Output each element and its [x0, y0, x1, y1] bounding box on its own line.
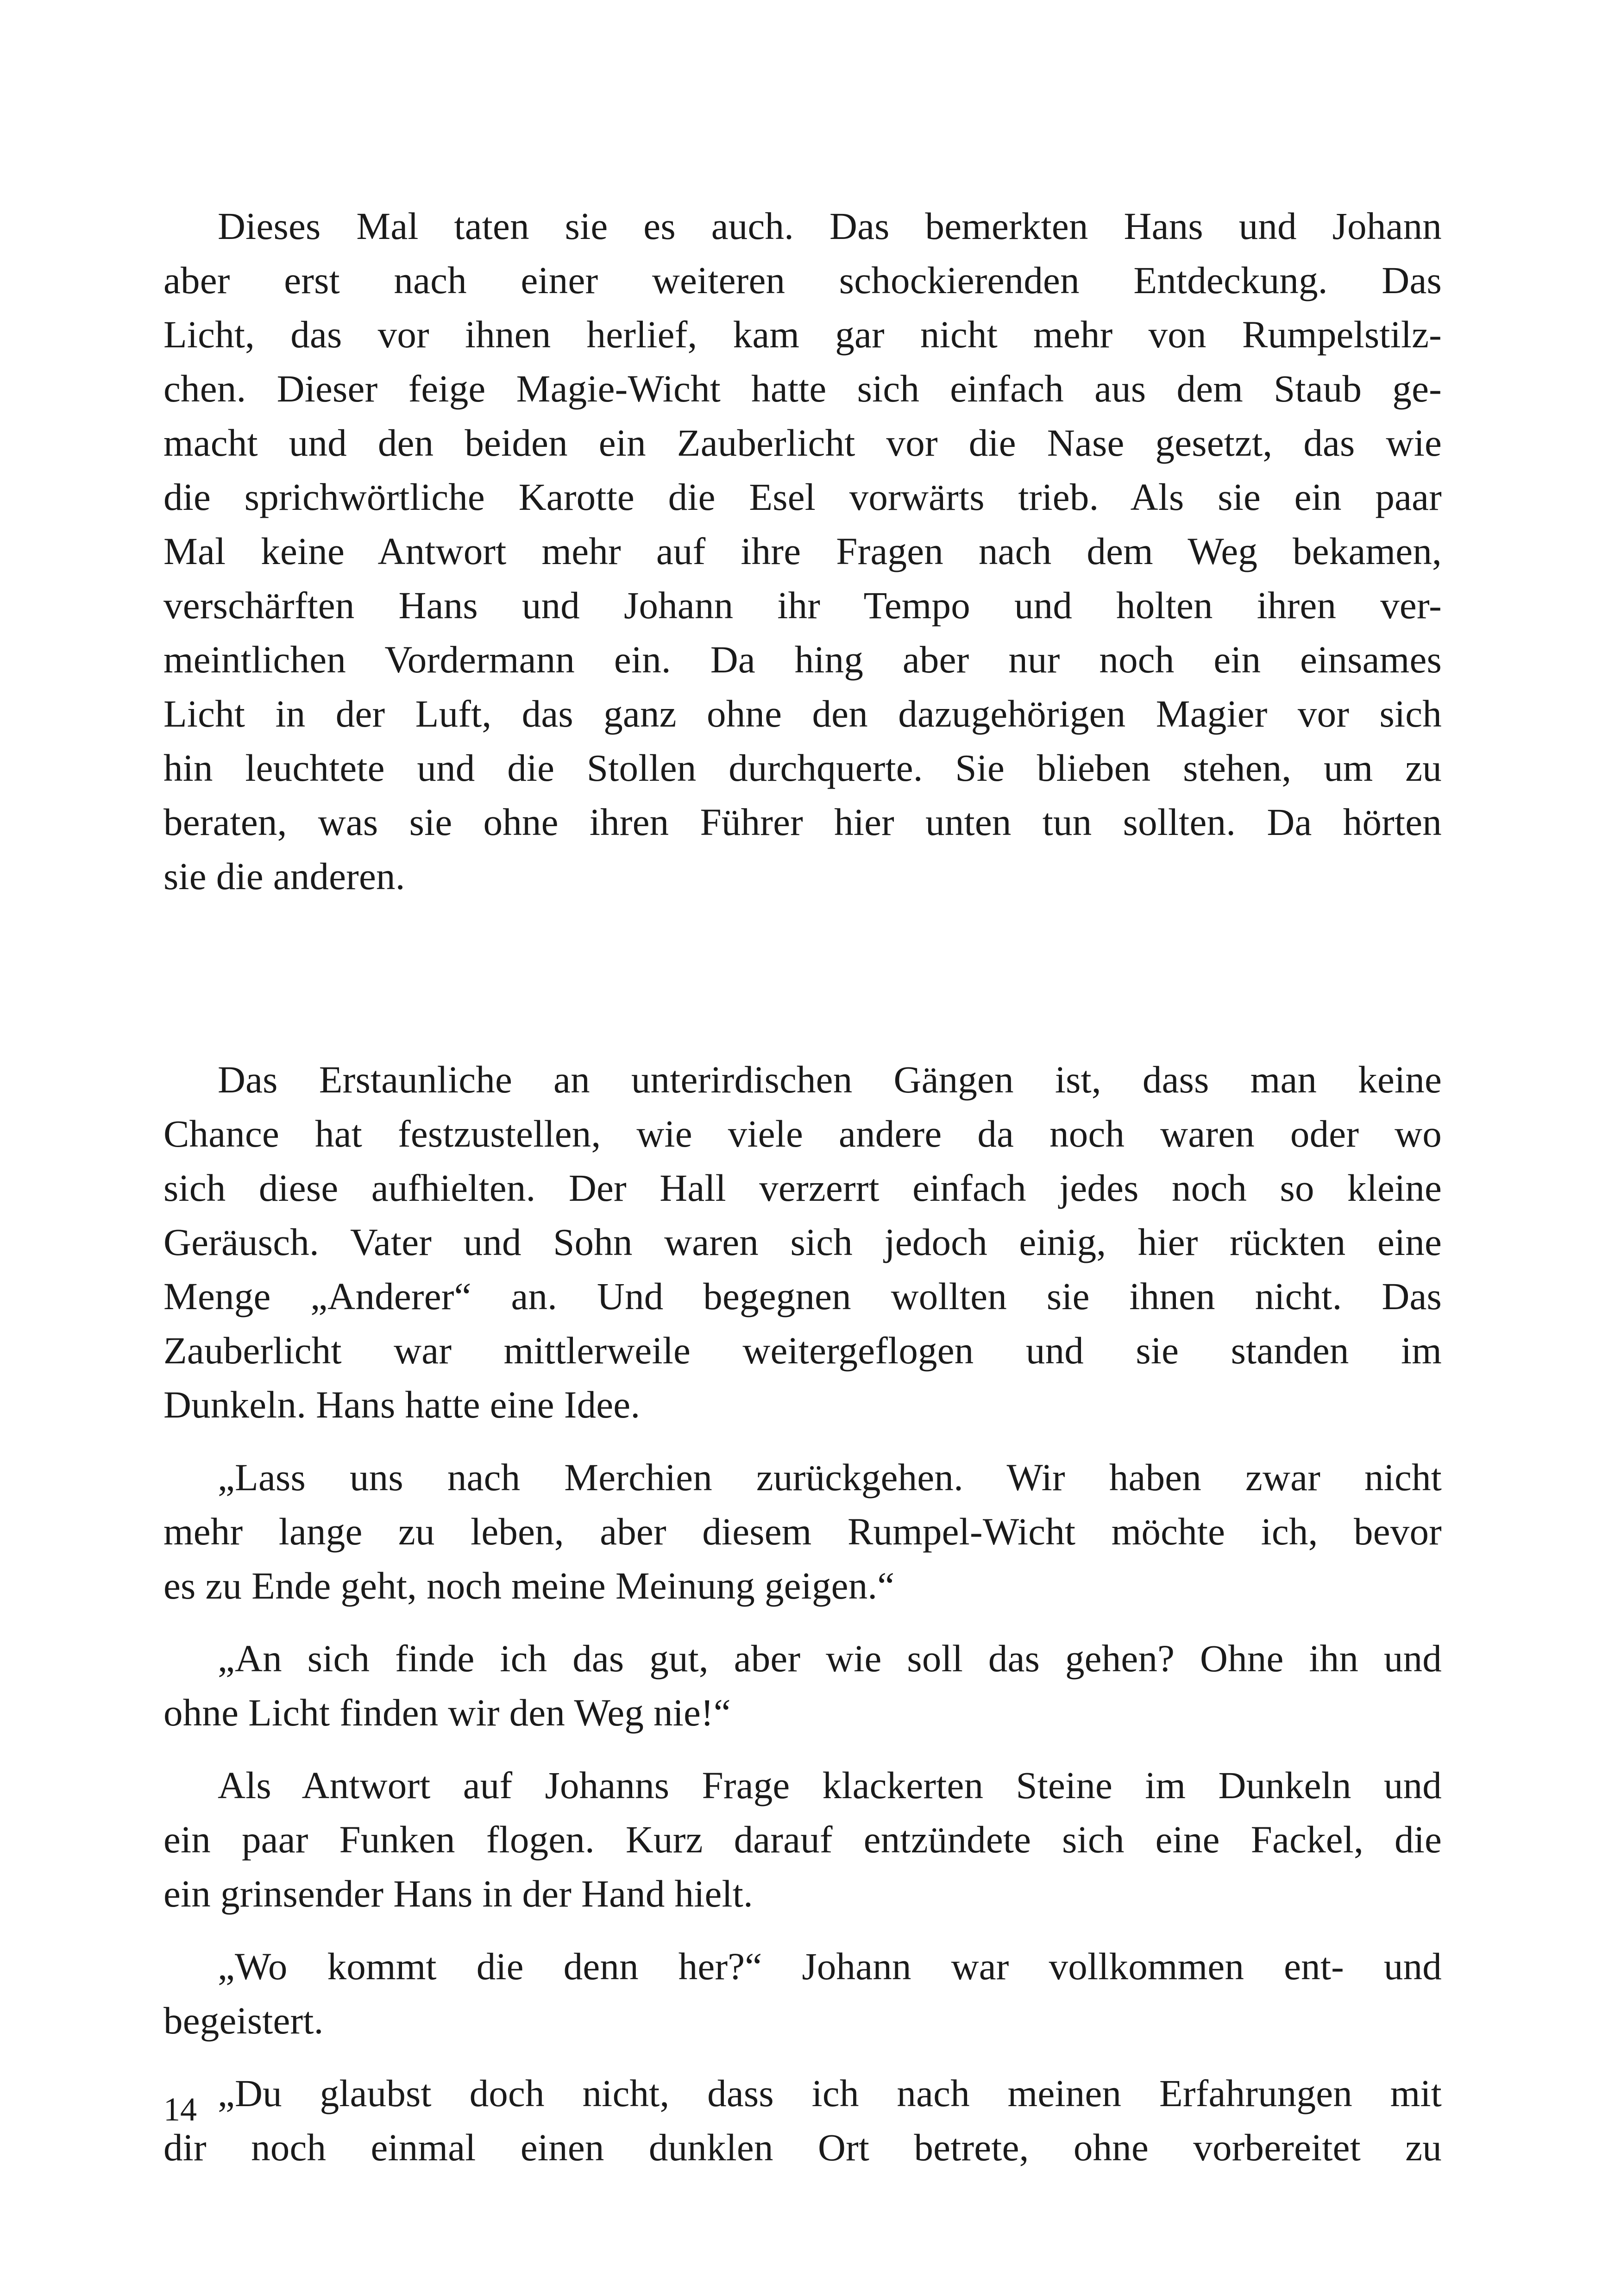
- text-line: Licht in der Luft, das ganz ohne den dazugehörigen Magier vor sich: [163, 692, 1442, 735]
- text-line: Licht, das vor ihnen herlief, kam gar nicht mehr von Rumpelstilz-: [163, 313, 1442, 356]
- text-line: Das Erstaunliche an unterirdischen Gängen ist, dass man keine: [218, 1058, 1442, 1101]
- text-line: „Wo kommt die denn her?“ Johann war vollkommen ent- und: [218, 1945, 1442, 1988]
- text-line: beraten, was sie ohne ihren Führer hier unten tun sollten. Da hörten: [163, 801, 1442, 843]
- text-line: macht und den beiden ein Zauberlicht vor die Nase gesetzt, das wie: [163, 421, 1442, 464]
- text-line: chen. Dieser feige Magie-Wicht hatte sich einfach aus dem Staub ge-: [163, 367, 1442, 410]
- text-line: hin leuchtete und die Stollen durchquerte. Sie blieben stehen, um zu: [163, 747, 1442, 789]
- text-line: „An sich finde ich das gut, aber wie soll das gehen? Ohne ihn und: [218, 1637, 1442, 1680]
- text-line: mehr lange zu leben, aber diesem Rumpel-Wicht möchte ich, bevor: [163, 1510, 1442, 1553]
- text-line: Chance hat festzustellen, wie viele andere da noch waren oder wo: [163, 1112, 1442, 1155]
- text-line: Zauberlicht war mittlerweile weitergeflogen und sie standen im: [163, 1329, 1442, 1372]
- text-line: „Lass uns nach Merchien zurückgehen. Wir haben zwar nicht: [218, 1456, 1442, 1499]
- text-line: begeistert.: [163, 1999, 324, 2042]
- page-number: 14: [163, 2091, 197, 2128]
- text-line: sich diese aufhielten. Der Hall verzerrt einfach jedes noch so kleine: [163, 1167, 1442, 1209]
- paragraph: [163, 1631, 1442, 1740]
- text-line: aber erst nach einer weiteren schockierenden Entdeckung. Das: [163, 259, 1442, 301]
- text-line: Mal keine Antwort mehr auf ihre Fragen nach dem Weg bekamen,: [163, 530, 1442, 572]
- paragraph: [163, 2066, 1442, 2175]
- text-line: „Du glaubst doch nicht, dass ich nach meinen Erfahrungen mit: [218, 2072, 1442, 2114]
- text-line: Als Antwort auf Johanns Frage klackerten Steine im Dunkeln und: [218, 1764, 1442, 1807]
- text-line: ein grinsender Hans in der Hand hielt.: [163, 1872, 753, 1915]
- paragraph: [163, 1758, 1442, 1921]
- paragraph: [163, 199, 1442, 903]
- text-line: ohne Licht finden wir den Weg nie!“: [163, 1691, 731, 1734]
- text-line: verschärften Hans und Johann ihr Tempo und holten ihren ver-: [163, 584, 1442, 627]
- text-line: ein paar Funken flogen. Kurz darauf entzündete sich eine Fackel, die: [163, 1818, 1442, 1861]
- paragraph: [163, 1053, 1442, 1432]
- text-line: Geräusch. Vater und Sohn waren sich jedoch einig, hier rückten eine: [163, 1221, 1442, 1263]
- text-line: die sprichwörtliche Karotte die Esel vorwärts trieb. Als sie ein paar: [163, 476, 1442, 518]
- text-line: meintlichen Vordermann ein. Da hing aber nur noch ein einsames: [163, 638, 1442, 681]
- text-line: sie die anderen.: [163, 855, 405, 897]
- paragraph: [163, 1450, 1442, 1613]
- page-body: [163, 199, 1442, 2190]
- text-line: Dieses Mal taten sie es auch. Das bemerkten Hans und Johann: [218, 205, 1442, 247]
- text-line: Menge „Anderer“ an. Und begegnen wollten sie ihnen nicht. Das: [163, 1275, 1442, 1317]
- text-line: dir noch einmal einen dunklen Ort betrete, ohne vorbereitet zu: [163, 2126, 1442, 2169]
- text-line: Dunkeln. Hans hatte eine Idee.: [163, 1383, 641, 1426]
- paragraph: [163, 1939, 1442, 2048]
- text-line: es zu Ende geht, noch meine Meinung geigen.“: [163, 1564, 895, 1607]
